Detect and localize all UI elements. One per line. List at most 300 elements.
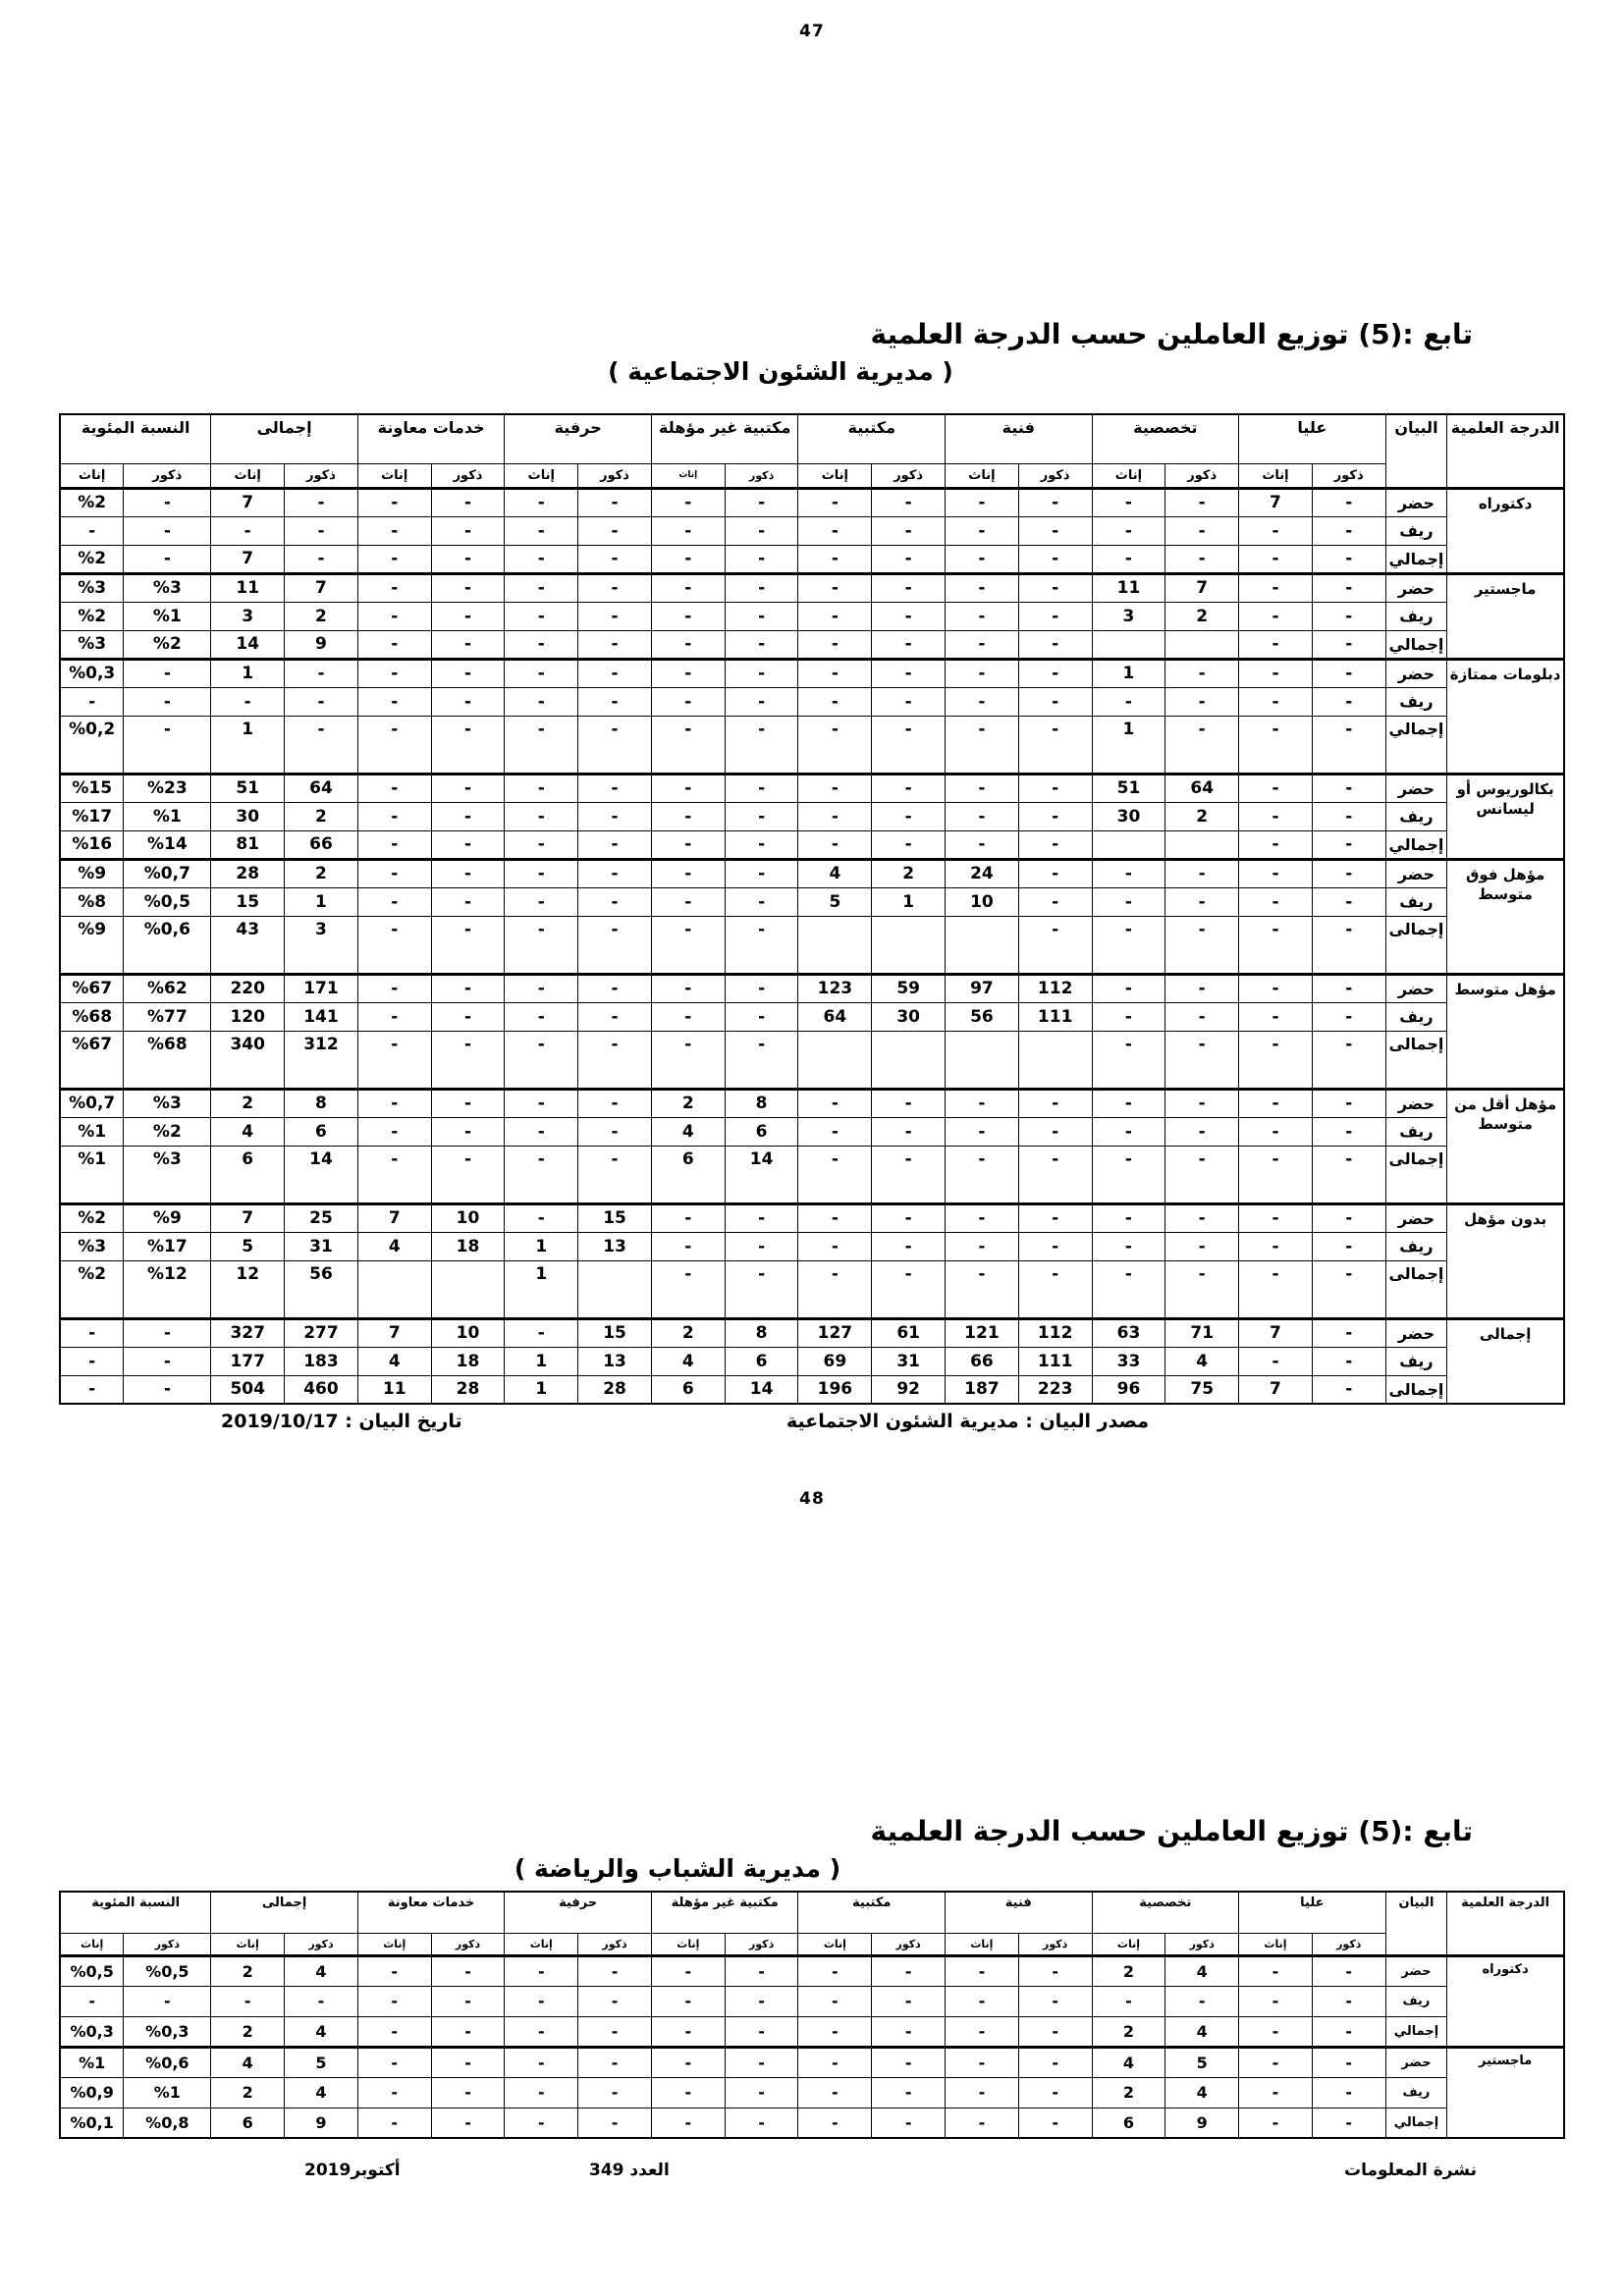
value-cell: - xyxy=(1312,1117,1385,1146)
statement-cell: ريف xyxy=(1385,1347,1447,1375)
value-cell: - xyxy=(1092,1203,1165,1232)
value-cell: - xyxy=(725,545,798,573)
value-cell: - xyxy=(946,774,1019,802)
value-cell: - xyxy=(946,573,1019,602)
value-cell: %0,3 xyxy=(60,659,124,687)
value-cell: - xyxy=(651,1955,725,1986)
value-cell: - xyxy=(505,802,578,830)
value-cell: %0,7 xyxy=(60,1089,124,1117)
value-cell: - xyxy=(1165,887,1239,916)
value-cell: %0,1 xyxy=(60,2108,124,2138)
value-cell: - xyxy=(1312,545,1385,573)
value-cell: - xyxy=(578,774,652,802)
value-cell: - xyxy=(725,488,798,516)
value-cell: - xyxy=(1312,1347,1385,1375)
female-subheader: إناث xyxy=(1239,1933,1313,1955)
value-cell: - xyxy=(725,1002,798,1031)
value-cell: 4 xyxy=(1165,2016,1239,2047)
female-subheader: إناث xyxy=(946,463,1019,488)
value-cell: 10 xyxy=(946,887,1019,916)
value-cell: - xyxy=(798,774,872,802)
value-cell: - xyxy=(1312,1986,1385,2016)
value-cell: - xyxy=(578,488,652,516)
value-cell: - xyxy=(578,2016,652,2047)
table-row xyxy=(60,573,1564,602)
value-cell: 177 xyxy=(211,1347,285,1375)
footer-bulletin-name: نشرة المعلومات xyxy=(1343,2161,1477,2180)
value-cell: - xyxy=(357,2016,431,2047)
value-cell: - xyxy=(1165,1089,1239,1117)
value-cell: - xyxy=(946,1089,1019,1117)
statement-cell: حضر xyxy=(1385,488,1447,516)
category-header: تخصصية xyxy=(1092,414,1239,463)
value-cell: 183 xyxy=(285,1347,358,1375)
value-cell: 5 xyxy=(285,2047,358,2077)
value-cell: %68 xyxy=(124,1031,211,1089)
table-row xyxy=(60,830,1564,859)
value-cell: - xyxy=(1092,1986,1165,2016)
value-cell: 141 xyxy=(285,1002,358,1031)
value-cell: - xyxy=(725,2016,798,2047)
value-cell: - xyxy=(1239,1089,1313,1117)
value-cell: 11 xyxy=(211,573,285,602)
value-cell: 1 xyxy=(505,1260,578,1318)
value-cell: - xyxy=(1165,1260,1239,1318)
value-cell: - xyxy=(1239,659,1313,687)
degree-cell: إجمالى xyxy=(1447,1318,1564,1404)
value-cell: - xyxy=(1092,1260,1165,1318)
value-cell: %8 xyxy=(60,887,124,916)
value-cell: - xyxy=(651,1260,725,1318)
value-cell: %3 xyxy=(60,573,124,602)
value-cell: - xyxy=(725,2077,798,2108)
value-cell: %2 xyxy=(60,1260,124,1318)
table-row xyxy=(60,802,1564,830)
value-cell: 75 xyxy=(1165,1375,1239,1404)
table-row xyxy=(60,716,1564,774)
value-cell: - xyxy=(357,974,431,1002)
value-cell: - xyxy=(1165,859,1239,887)
value-cell: - xyxy=(651,716,725,774)
value-cell: - xyxy=(651,916,725,974)
value-cell: 66 xyxy=(285,830,358,859)
value-cell: - xyxy=(946,516,1019,545)
value-cell: 4 xyxy=(285,2077,358,2108)
value-cell: - xyxy=(505,1117,578,1146)
value-cell: - xyxy=(60,1347,124,1375)
female-subheader: إناث xyxy=(357,463,431,488)
value-cell: 4 xyxy=(1165,2077,1239,2108)
value-cell: - xyxy=(1312,630,1385,659)
value-cell: 96 xyxy=(1092,1375,1165,1404)
value-cell: 2 xyxy=(651,1089,725,1117)
value-cell: 312 xyxy=(285,1031,358,1089)
value-cell: - xyxy=(1312,602,1385,630)
value-cell: - xyxy=(1018,573,1092,602)
value-cell: 3 xyxy=(211,602,285,630)
value-cell: - xyxy=(725,659,798,687)
value-cell: %2 xyxy=(124,1117,211,1146)
social-affairs-degree-table xyxy=(59,413,1565,1405)
value-cell: %68 xyxy=(60,1002,124,1031)
value-cell: - xyxy=(1312,1002,1385,1031)
value-cell: - xyxy=(1239,516,1313,545)
category-header: إجمالى xyxy=(211,1892,358,1933)
value-cell: 51 xyxy=(211,774,285,802)
category-header: النسبة المئوية xyxy=(60,1892,211,1933)
value-cell: - xyxy=(1312,488,1385,516)
value-cell: - xyxy=(1312,830,1385,859)
value-cell: 9 xyxy=(285,630,358,659)
value-cell: - xyxy=(872,830,946,859)
value-cell: - xyxy=(578,830,652,859)
value-cell: - xyxy=(357,1955,431,1986)
value-cell: - xyxy=(431,2077,505,2108)
value-cell: 7 xyxy=(357,1203,431,1232)
table-row xyxy=(60,2077,1564,2108)
value-cell xyxy=(1092,630,1165,659)
value-cell: %1 xyxy=(60,2047,124,2077)
value-cell: - xyxy=(1239,2047,1313,2077)
value-cell: - xyxy=(1165,1117,1239,1146)
value-cell: 120 xyxy=(211,1002,285,1031)
female-subheader: إناث xyxy=(211,1933,285,1955)
value-cell: - xyxy=(1018,516,1092,545)
value-cell: - xyxy=(798,488,872,516)
value-cell: - xyxy=(1312,859,1385,887)
value-cell: - xyxy=(578,545,652,573)
value-cell: 28 xyxy=(578,1375,652,1404)
male-subheader: ذكور xyxy=(725,463,798,488)
value-cell: - xyxy=(431,2108,505,2138)
value-cell: - xyxy=(431,1955,505,1986)
value-cell: %62 xyxy=(124,974,211,1002)
female-subheader: إناث xyxy=(1092,1933,1165,1955)
section2-title: تابع :(5) توزيع العاملين حسب الدرجة العلمية xyxy=(870,1815,1473,1847)
value-cell: - xyxy=(1165,659,1239,687)
value-cell: - xyxy=(431,1146,505,1203)
value-cell: - xyxy=(946,830,1019,859)
category-header: مكتبية xyxy=(798,1892,946,1933)
value-cell: - xyxy=(1018,602,1092,630)
value-cell: - xyxy=(578,916,652,974)
value-cell: 14 xyxy=(725,1375,798,1404)
statement-cell: حضر xyxy=(1385,573,1447,602)
value-cell: - xyxy=(725,1203,798,1232)
value-cell: - xyxy=(431,516,505,545)
value-cell: 5 xyxy=(211,1232,285,1260)
value-cell: - xyxy=(357,830,431,859)
value-cell: 8 xyxy=(725,1318,798,1347)
female-subheader: إناث xyxy=(357,1933,431,1955)
male-subheader: ذكور xyxy=(1018,1933,1092,1955)
value-cell: - xyxy=(1312,1203,1385,1232)
value-cell: 18 xyxy=(431,1347,505,1375)
value-cell: - xyxy=(651,802,725,830)
value-cell: - xyxy=(651,573,725,602)
value-cell: 2 xyxy=(872,859,946,887)
value-cell: - xyxy=(1018,716,1092,774)
value-cell: %9 xyxy=(60,916,124,974)
value-cell: 340 xyxy=(211,1031,285,1089)
degree-column-header: الدرجة العلمية xyxy=(1447,1892,1564,1955)
value-cell: - xyxy=(872,1986,946,2016)
table1-footnotes xyxy=(0,1411,1624,1440)
value-cell: - xyxy=(1092,1117,1165,1146)
male-subheader: ذكور xyxy=(1165,463,1239,488)
category-header: إجمالى xyxy=(211,414,358,463)
table-row xyxy=(60,1375,1564,1404)
value-cell: - xyxy=(651,687,725,716)
value-cell: - xyxy=(1239,859,1313,887)
statement-cell: ريف xyxy=(1385,802,1447,830)
value-cell: 97 xyxy=(946,974,1019,1002)
value-cell: - xyxy=(578,1117,652,1146)
value-cell: - xyxy=(1239,1232,1313,1260)
value-cell: %3 xyxy=(124,1089,211,1117)
value-cell: - xyxy=(872,2047,946,2077)
value-cell xyxy=(578,1260,652,1318)
degree-cell: دبلومات ممتازة xyxy=(1447,659,1564,774)
value-cell: - xyxy=(578,1955,652,1986)
value-cell: 7 xyxy=(285,573,358,602)
value-cell: %15 xyxy=(60,774,124,802)
value-cell: - xyxy=(651,1203,725,1232)
table-row xyxy=(60,1986,1564,2016)
statement-cell: إجمالي xyxy=(1385,2016,1447,2047)
value-cell: - xyxy=(1018,2108,1092,2138)
value-cell: %2 xyxy=(124,630,211,659)
value-cell: - xyxy=(946,2016,1019,2047)
value-cell: 4 xyxy=(1092,2047,1165,2077)
value-cell: - xyxy=(946,687,1019,716)
value-cell: - xyxy=(872,630,946,659)
value-cell: %3 xyxy=(124,1146,211,1203)
value-cell: - xyxy=(357,573,431,602)
value-cell: - xyxy=(1239,1031,1313,1089)
value-cell: - xyxy=(725,830,798,859)
table-row xyxy=(60,916,1564,974)
table-row xyxy=(60,1002,1564,1031)
statement-cell: حضر xyxy=(1385,1089,1447,1117)
value-cell: - xyxy=(651,602,725,630)
value-cell: 5 xyxy=(798,887,872,916)
value-cell: - xyxy=(1312,774,1385,802)
value-cell: - xyxy=(505,916,578,974)
value-cell: %1 xyxy=(60,1146,124,1203)
value-cell: - xyxy=(946,2047,1019,2077)
value-cell: %0,6 xyxy=(124,2047,211,2077)
value-cell: %0,8 xyxy=(124,2108,211,2138)
statement-cell: حضر xyxy=(1385,1203,1447,1232)
value-cell: 28 xyxy=(431,1375,505,1404)
value-cell: - xyxy=(872,1089,946,1117)
value-cell: - xyxy=(725,1260,798,1318)
value-cell: - xyxy=(1018,1117,1092,1146)
data-date-label: تاريخ البيان : 2019/10/17 xyxy=(221,1411,462,1432)
value-cell: 1 xyxy=(505,1347,578,1375)
value-cell: 9 xyxy=(285,2108,358,2138)
value-cell: - xyxy=(431,1986,505,2016)
value-cell: - xyxy=(725,516,798,545)
value-cell: - xyxy=(505,488,578,516)
category-header: النسبة المئوية xyxy=(60,414,211,463)
value-cell: - xyxy=(872,1955,946,1986)
male-subheader: ذكور xyxy=(725,1933,798,1955)
value-cell: - xyxy=(1239,1260,1313,1318)
value-cell: - xyxy=(431,545,505,573)
value-cell: - xyxy=(1018,659,1092,687)
value-cell: - xyxy=(357,1986,431,2016)
value-cell: - xyxy=(1239,887,1313,916)
value-cell: %3 xyxy=(60,1232,124,1260)
value-cell: %3 xyxy=(124,573,211,602)
value-cell: %17 xyxy=(124,1232,211,1260)
value-cell: - xyxy=(505,1203,578,1232)
table-row xyxy=(60,1955,1564,1986)
value-cell: %2 xyxy=(60,602,124,630)
value-cell: - xyxy=(725,1955,798,1986)
value-cell: 2 xyxy=(211,2016,285,2047)
value-cell: - xyxy=(505,2108,578,2138)
value-cell: - xyxy=(1312,516,1385,545)
section1-subtitle: ( مديرية الشئون الاجتماعية ) xyxy=(608,357,953,386)
value-cell: - xyxy=(725,2047,798,2077)
value-cell: - xyxy=(505,1986,578,2016)
value-cell: - xyxy=(1312,974,1385,1002)
value-cell: 81 xyxy=(211,830,285,859)
value-cell: - xyxy=(1239,1146,1313,1203)
value-cell: 4 xyxy=(651,1347,725,1375)
statement-cell: إجمالى xyxy=(1385,916,1447,974)
value-cell: - xyxy=(357,1117,431,1146)
value-cell xyxy=(431,1260,505,1318)
value-cell: - xyxy=(946,1117,1019,1146)
value-cell: 2 xyxy=(1165,602,1239,630)
value-cell: 30 xyxy=(872,1002,946,1031)
value-cell: - xyxy=(124,1318,211,1347)
value-cell: 11 xyxy=(1092,573,1165,602)
female-subheader: إناث xyxy=(798,463,872,488)
value-cell: %0,5 xyxy=(124,1955,211,1986)
value-cell: - xyxy=(505,887,578,916)
value-cell: - xyxy=(798,1986,872,2016)
statement-cell: ريف xyxy=(1385,687,1447,716)
value-cell: - xyxy=(1018,1232,1092,1260)
footer-month: أكتوبر2019 xyxy=(304,2161,401,2180)
value-cell: - xyxy=(1092,545,1165,573)
value-cell: - xyxy=(1312,2047,1385,2077)
female-subheader: إناث xyxy=(505,463,578,488)
value-cell: - xyxy=(1312,1375,1385,1404)
value-cell: - xyxy=(578,2077,652,2108)
value-cell: - xyxy=(1312,802,1385,830)
value-cell: - xyxy=(1165,1232,1239,1260)
value-cell: - xyxy=(798,1117,872,1146)
value-cell: - xyxy=(357,659,431,687)
table-row xyxy=(60,545,1564,573)
value-cell: 10 xyxy=(431,1318,505,1347)
value-cell: - xyxy=(357,545,431,573)
value-cell: - xyxy=(1312,1318,1385,1347)
value-cell: 504 xyxy=(211,1375,285,1404)
value-cell: - xyxy=(1239,1986,1313,2016)
value-cell: - xyxy=(431,630,505,659)
value-cell: 7 xyxy=(1239,1318,1313,1347)
value-cell: %0,5 xyxy=(60,1955,124,1986)
value-cell: 28 xyxy=(211,859,285,887)
section1-title: تابع :(5) توزيع العاملين حسب الدرجة العلمية xyxy=(870,318,1473,350)
degree-cell: مؤهل فوق متوسط xyxy=(1447,859,1564,974)
value-cell xyxy=(798,916,872,974)
value-cell: - xyxy=(725,974,798,1002)
value-cell: 6 xyxy=(285,1117,358,1146)
value-cell: 6 xyxy=(651,1375,725,1404)
value-cell: 56 xyxy=(285,1260,358,1318)
value-cell: - xyxy=(505,1955,578,1986)
male-subheader: ذكور xyxy=(1165,1933,1239,1955)
value-cell: - xyxy=(578,887,652,916)
value-cell: 5 xyxy=(1165,2047,1239,2077)
value-cell: - xyxy=(1165,916,1239,974)
value-cell: %3 xyxy=(60,630,124,659)
value-cell xyxy=(1165,630,1239,659)
value-cell: - xyxy=(505,516,578,545)
value-cell: - xyxy=(946,659,1019,687)
value-cell: - xyxy=(1018,887,1092,916)
value-cell: 64 xyxy=(285,774,358,802)
value-cell: 2 xyxy=(285,802,358,830)
value-cell: - xyxy=(505,2016,578,2047)
value-cell: - xyxy=(357,887,431,916)
table-row xyxy=(60,2047,1564,2077)
degree-cell: مؤهل متوسط xyxy=(1447,974,1564,1089)
value-cell: - xyxy=(285,1986,358,2016)
male-subheader: ذكور xyxy=(1312,463,1385,488)
value-cell: - xyxy=(651,1031,725,1089)
category-header: مكتبية غير مؤهلة xyxy=(651,414,798,463)
value-cell: - xyxy=(872,1117,946,1146)
statement-cell: حضر xyxy=(1385,1318,1447,1347)
value-cell: 7 xyxy=(1239,1375,1313,1404)
value-cell: 1 xyxy=(505,1375,578,1404)
value-cell: - xyxy=(505,630,578,659)
value-cell: - xyxy=(1165,1002,1239,1031)
value-cell: %67 xyxy=(60,974,124,1002)
value-cell: - xyxy=(1092,1002,1165,1031)
value-cell: - xyxy=(1312,916,1385,974)
value-cell: 14 xyxy=(285,1146,358,1203)
statement-cell: ريف xyxy=(1385,1117,1447,1146)
value-cell: - xyxy=(578,659,652,687)
value-cell: 6 xyxy=(725,1117,798,1146)
value-cell: 460 xyxy=(285,1375,358,1404)
value-cell: - xyxy=(946,1955,1019,1986)
value-cell: - xyxy=(651,774,725,802)
value-cell: 92 xyxy=(872,1375,946,1404)
value-cell: - xyxy=(431,2047,505,2077)
value-cell: 4 xyxy=(285,1955,358,1986)
value-cell: - xyxy=(1312,887,1385,916)
value-cell: 196 xyxy=(798,1375,872,1404)
value-cell: - xyxy=(505,830,578,859)
value-cell: 7 xyxy=(357,1318,431,1347)
value-cell: - xyxy=(798,1203,872,1232)
value-cell: 1 xyxy=(872,887,946,916)
category-header: فنية xyxy=(946,414,1093,463)
statement-cell: ريف xyxy=(1385,1002,1447,1031)
value-cell: 12 xyxy=(211,1260,285,1318)
